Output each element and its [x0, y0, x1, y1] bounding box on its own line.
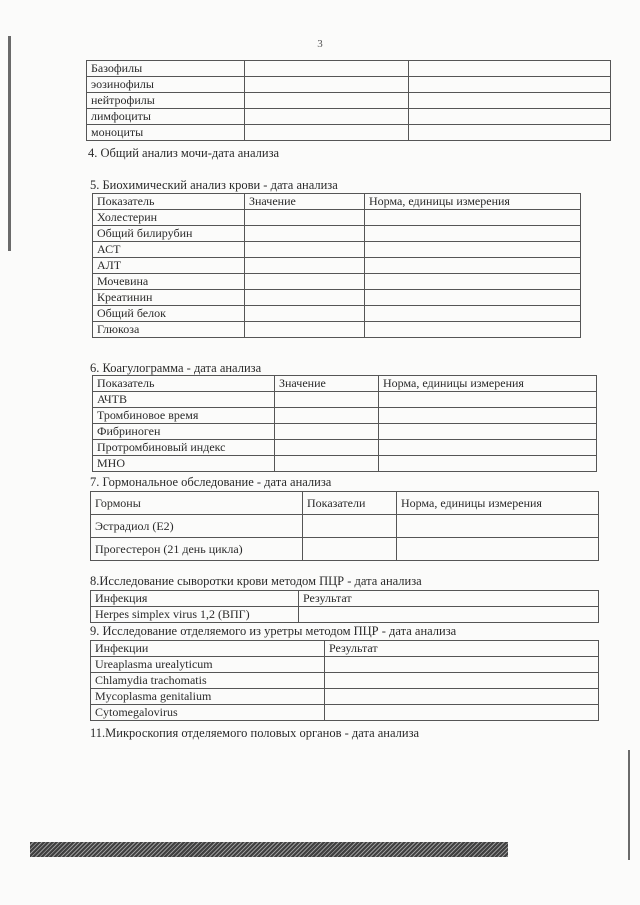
value-cell[interactable]: [245, 290, 365, 306]
column-header: Гормоны: [91, 492, 303, 515]
table-row: [93, 242, 581, 258]
column-header: Норма, единицы измерения: [365, 194, 581, 210]
coagulogram-table: [92, 375, 597, 472]
value-cell[interactable]: [275, 408, 379, 424]
row-label: Общий белок: [93, 306, 245, 322]
row-label: Cytomegalovirus: [91, 705, 325, 721]
value-cell[interactable]: [245, 210, 365, 226]
table-row: [93, 306, 581, 322]
table-row: [93, 290, 581, 306]
blood-analysis-table-tail: [86, 60, 611, 141]
result-cell[interactable]: [325, 673, 599, 689]
row-label: Mycoplasma genitalium: [91, 689, 325, 705]
section-7-title: 7. Гормональное обследование - дата анализа: [90, 475, 332, 489]
row-label: Холестерин: [93, 210, 245, 226]
value-cell[interactable]: [245, 274, 365, 290]
value-cell[interactable]: [397, 515, 599, 538]
table-row: [93, 322, 581, 338]
table-header-row: [91, 591, 599, 607]
table-row: [91, 705, 599, 721]
value-cell[interactable]: [245, 242, 365, 258]
table-row: [91, 607, 599, 623]
row-label: нейтрофилы: [87, 93, 245, 109]
value-cell[interactable]: [245, 61, 409, 77]
table-header-row: [93, 376, 597, 392]
value-cell[interactable]: [303, 538, 397, 561]
row-label: эозинофилы: [87, 77, 245, 93]
row-label: Мочевина: [93, 274, 245, 290]
value-cell[interactable]: [409, 109, 611, 125]
value-cell[interactable]: [365, 290, 581, 306]
row-label: Herpes simplex virus 1,2 (ВПГ): [91, 607, 299, 623]
result-cell[interactable]: [299, 607, 599, 623]
table-row: [91, 689, 599, 705]
column-header: Норма, единицы измерения: [397, 492, 599, 515]
row-label: АСТ: [93, 242, 245, 258]
column-header: Результат: [325, 641, 599, 657]
column-header: Инфекция: [91, 591, 299, 607]
table-row: [87, 61, 611, 77]
value-cell[interactable]: [365, 242, 581, 258]
value-cell[interactable]: [245, 322, 365, 338]
table-row: [87, 109, 611, 125]
column-header: Результат: [299, 591, 599, 607]
value-cell[interactable]: [365, 274, 581, 290]
table-row: [93, 424, 597, 440]
row-label: Базофилы: [87, 61, 245, 77]
value-cell[interactable]: [379, 440, 597, 456]
section-4-title: 4. Общий анализ мочи-дата анализа: [88, 146, 280, 160]
row-label: Фибриноген: [93, 424, 275, 440]
table-row: [87, 125, 611, 141]
row-label: Эстрадиол (Е2): [91, 515, 303, 538]
value-cell[interactable]: [409, 93, 611, 109]
section-8-title: 8.Исследование сыворотки крови методом ПЦР - дата анализа: [90, 574, 422, 588]
column-header: Инфекции: [91, 641, 325, 657]
value-cell[interactable]: [409, 77, 611, 93]
right-margin-scan-mark: [628, 750, 630, 860]
value-cell[interactable]: [397, 538, 599, 561]
row-label: Ureaplasma urealyticum: [91, 657, 325, 673]
value-cell[interactable]: [303, 515, 397, 538]
row-label: Тромбиновое время: [93, 408, 275, 424]
value-cell[interactable]: [379, 456, 597, 472]
section-6-title: 6. Коагулограмма - дата анализа: [90, 361, 262, 375]
result-cell[interactable]: [325, 657, 599, 673]
serum-pcr-table: [90, 590, 599, 623]
row-label: АЧТВ: [93, 392, 275, 408]
row-label: МНО: [93, 456, 275, 472]
column-header: Норма, единицы измерения: [379, 376, 597, 392]
row-label: Прогестерон (21 день цикла): [91, 538, 303, 561]
value-cell[interactable]: [245, 125, 409, 141]
table-row: [93, 226, 581, 242]
row-label: АЛТ: [93, 258, 245, 274]
row-label: Chlamydia trachomatis: [91, 673, 325, 689]
value-cell[interactable]: [379, 392, 597, 408]
value-cell[interactable]: [275, 456, 379, 472]
table-row: [91, 657, 599, 673]
row-label: Протромбиновый индекс: [93, 440, 275, 456]
value-cell[interactable]: [365, 226, 581, 242]
hormones-table: [90, 491, 599, 561]
table-header-row: [91, 492, 599, 515]
value-cell[interactable]: [275, 424, 379, 440]
table-row: [91, 538, 599, 561]
table-row: [93, 210, 581, 226]
column-header: Показатель: [93, 376, 275, 392]
value-cell[interactable]: [245, 258, 365, 274]
table-row: [93, 258, 581, 274]
table-row: [93, 456, 597, 472]
value-cell[interactable]: [409, 61, 611, 77]
value-cell[interactable]: [245, 93, 409, 109]
value-cell[interactable]: [245, 306, 365, 322]
table-row: [91, 673, 599, 689]
section-5-title: 5. Биохимический анализ крови - дата анализа: [90, 178, 338, 192]
biochemistry-table: [92, 193, 581, 338]
row-label: Глюкоза: [93, 322, 245, 338]
section-9-title: 9. Исследование отделяемого из уретры методом ПЦР - дата анализа: [90, 624, 457, 638]
table-row: [87, 93, 611, 109]
table-row: [93, 274, 581, 290]
value-cell[interactable]: [379, 408, 597, 424]
value-cell[interactable]: [245, 226, 365, 242]
column-header: Показатели: [303, 492, 397, 515]
column-header: Показатель: [93, 194, 245, 210]
result-cell[interactable]: [325, 689, 599, 705]
value-cell[interactable]: [409, 125, 611, 141]
row-label: лимфоциты: [87, 109, 245, 125]
row-label: Креатинин: [93, 290, 245, 306]
table-row: [93, 392, 597, 408]
table-row: [91, 515, 599, 538]
table-row: [93, 408, 597, 424]
urethral-pcr-table: [90, 640, 599, 721]
row-label: моноциты: [87, 125, 245, 141]
section-11-title: 11.Микроскопия отделяемого половых органов - дата анализа: [90, 726, 420, 740]
table-row: [93, 440, 597, 456]
table-header-row: [91, 641, 599, 657]
value-cell[interactable]: [365, 322, 581, 338]
page-number: 3: [317, 38, 323, 50]
result-cell[interactable]: [325, 705, 599, 721]
row-label: Общий билирубин: [93, 226, 245, 242]
column-header: Значение: [245, 194, 365, 210]
table-row: [87, 77, 611, 93]
value-cell[interactable]: [365, 210, 581, 226]
value-cell[interactable]: [245, 109, 409, 125]
table-header-row: [93, 194, 581, 210]
value-cell[interactable]: [365, 306, 581, 322]
value-cell[interactable]: [275, 440, 379, 456]
column-header: Значение: [275, 376, 379, 392]
scan-artifact-bar: [30, 842, 508, 857]
value-cell[interactable]: [245, 77, 409, 93]
value-cell[interactable]: [275, 392, 379, 408]
value-cell[interactable]: [379, 424, 597, 440]
left-margin-scan-mark: [8, 36, 11, 251]
value-cell[interactable]: [365, 258, 581, 274]
